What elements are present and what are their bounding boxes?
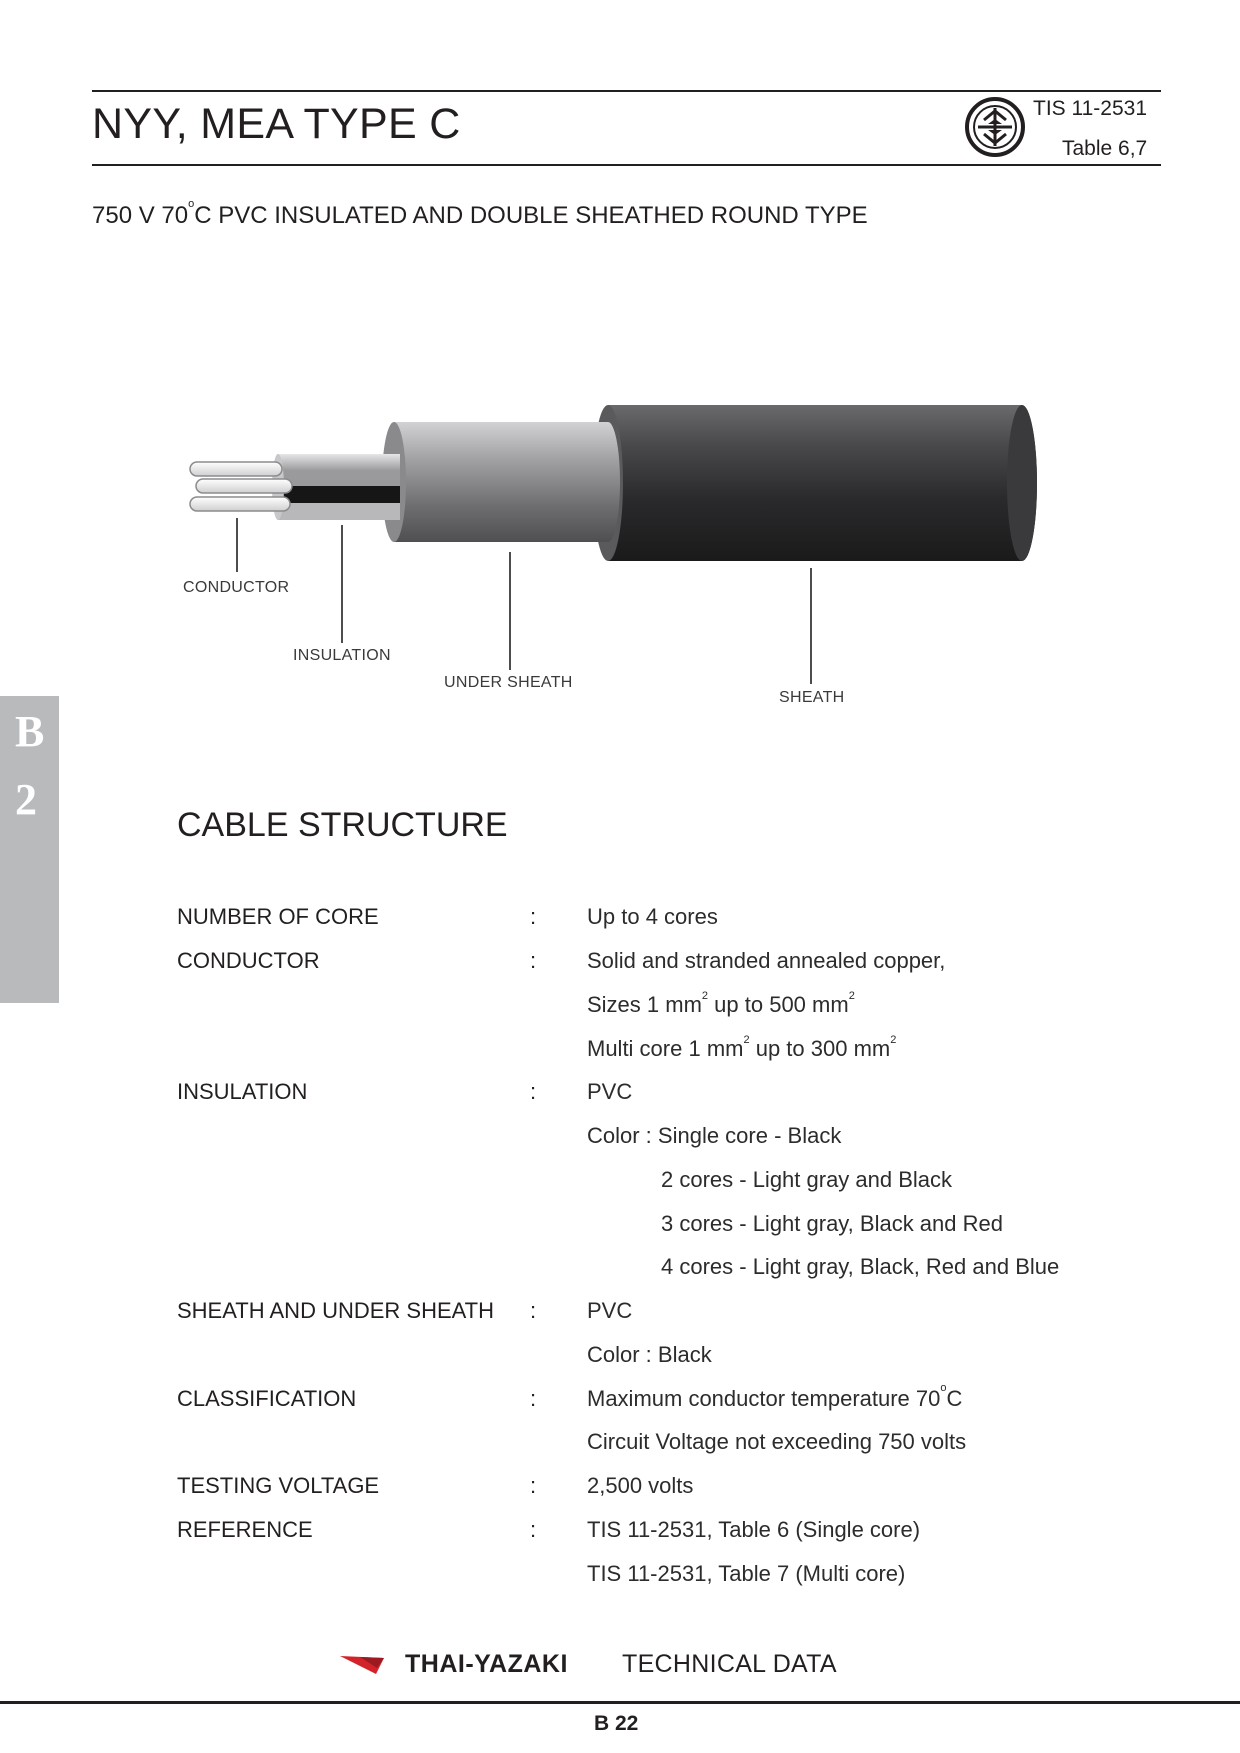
spec-row-testing-voltage — [0, 1473, 1240, 1503]
spec-row-conductor-multi — [0, 1036, 1240, 1066]
spec-label: CLASSIFICATION — [177, 1386, 357, 1411]
header-top-rule — [92, 90, 1161, 92]
sheath-layer — [593, 405, 1037, 561]
spec-value: TIS 11-2531, Table 7 (Multi core) — [587, 1561, 906, 1586]
page-title: NYY, MEA TYPE C — [92, 100, 461, 148]
spec-value: Color : Single core - Black — [587, 1123, 842, 1148]
spec-colon: : — [530, 1298, 537, 1323]
spec-label: INSULATION — [177, 1079, 308, 1104]
spec-row-conductor-sizes — [0, 992, 1240, 1022]
standard-table: Table 6,7 — [1062, 137, 1148, 160]
spec-colon: : — [530, 1386, 537, 1411]
spec-row-classification-voltage — [0, 1429, 1240, 1459]
callout-conductor: CONDUCTOR — [183, 579, 290, 596]
spec-label: NUMBER OF CORE — [177, 904, 379, 929]
spec-value: PVC — [587, 1079, 633, 1104]
spec-colon: : — [530, 904, 537, 929]
spec-value: Multi core 1 $mm^2$ up to 300 $mm^2$ — [587, 1034, 897, 1061]
spec-value: Sizes 1 $mm^2$ up to 500 $mm^2$ — [587, 990, 855, 1017]
spec-value: Up to 4 cores — [587, 904, 718, 929]
cable-subtitle — [92, 198, 868, 230]
spec-value: 2,500 volts — [587, 1473, 694, 1498]
spec-row-classification — [0, 1382, 1240, 1416]
standard-number: TIS 11-2531 — [1033, 97, 1148, 120]
section-heading: CABLE STRUCTURE — [177, 806, 508, 844]
tis-certification-icon — [964, 96, 1026, 158]
subtitle-description: C PVC INSULATED AND DOUBLE SHEATHED ROUND TYPE — [194, 202, 868, 229]
thai-yazaki-logo-icon — [340, 1654, 384, 1676]
spec-row-insulation-color — [0, 1123, 1240, 1153]
spec-value: TIS 11-2531, Table 6 (Single core) — [587, 1517, 921, 1542]
spec-label: TESTING VOLTAGE — [177, 1473, 380, 1498]
spec-label: REFERENCE — [177, 1517, 313, 1542]
spec-row-insulation-color-2 — [0, 1167, 1240, 1197]
spec-colon: : — [530, 1473, 537, 1498]
conductor-strands — [190, 462, 292, 511]
spec-row-insulation-color-3 — [0, 1211, 1240, 1241]
footer-rule — [0, 1701, 1240, 1704]
spec-value: Circuit Voltage not exceeding 750 volts — [587, 1429, 967, 1454]
spec-row-sheath — [0, 1298, 1240, 1328]
callout-under-sheath: UNDER SHEATH — [444, 674, 573, 691]
callout-insulation: INSULATION — [293, 647, 391, 664]
spec-value: PVC — [587, 1298, 633, 1323]
under-sheath-layer — [382, 422, 620, 542]
spec-row-insulation — [0, 1079, 1240, 1109]
spec-row-reference-multi — [0, 1561, 1240, 1591]
insulated-cores — [272, 454, 400, 520]
spec-row-sheath-color — [0, 1342, 1240, 1372]
spec-row-insulation-color-4 — [0, 1254, 1240, 1284]
spec-label: SHEATH AND UNDER SHEATH — [177, 1298, 495, 1323]
spec-row-conductor — [0, 948, 1240, 978]
spec-value: Color : Black — [587, 1342, 712, 1367]
brand-tagline: TECHNICAL DATA — [622, 1650, 837, 1678]
spec-value: 4 cores - Light gray, Black, Red and Blue — [661, 1254, 1060, 1279]
spec-value: 2 cores - Light gray and Black — [661, 1167, 953, 1192]
spec-value: Solid and stranded annealed copper, — [587, 948, 946, 973]
spec-label: CONDUCTOR — [177, 948, 320, 973]
spec-row-reference — [0, 1517, 1240, 1547]
spec-colon: : — [530, 1079, 537, 1104]
spec-colon: : — [530, 1517, 537, 1542]
side-tab-number: 2 — [15, 775, 37, 824]
header-bottom-rule — [92, 164, 1161, 166]
page-number: B 22 — [594, 1712, 639, 1735]
brand-name: THAI-YAZAKI — [405, 1650, 568, 1678]
callout-sheath: SHEATH — [779, 689, 845, 706]
spec-value: Maximum conductor temperature 70$^o$C — [587, 1382, 963, 1411]
side-tab-letter: B — [15, 707, 45, 756]
spec-value: 3 cores - Light gray, Black and Red — [661, 1211, 1003, 1236]
spec-row-number-of-core — [0, 904, 1240, 934]
degree-sign: o — [188, 198, 195, 210]
spec-colon: : — [530, 948, 537, 973]
subtitle-voltage: 750 V 70 — [92, 202, 189, 229]
